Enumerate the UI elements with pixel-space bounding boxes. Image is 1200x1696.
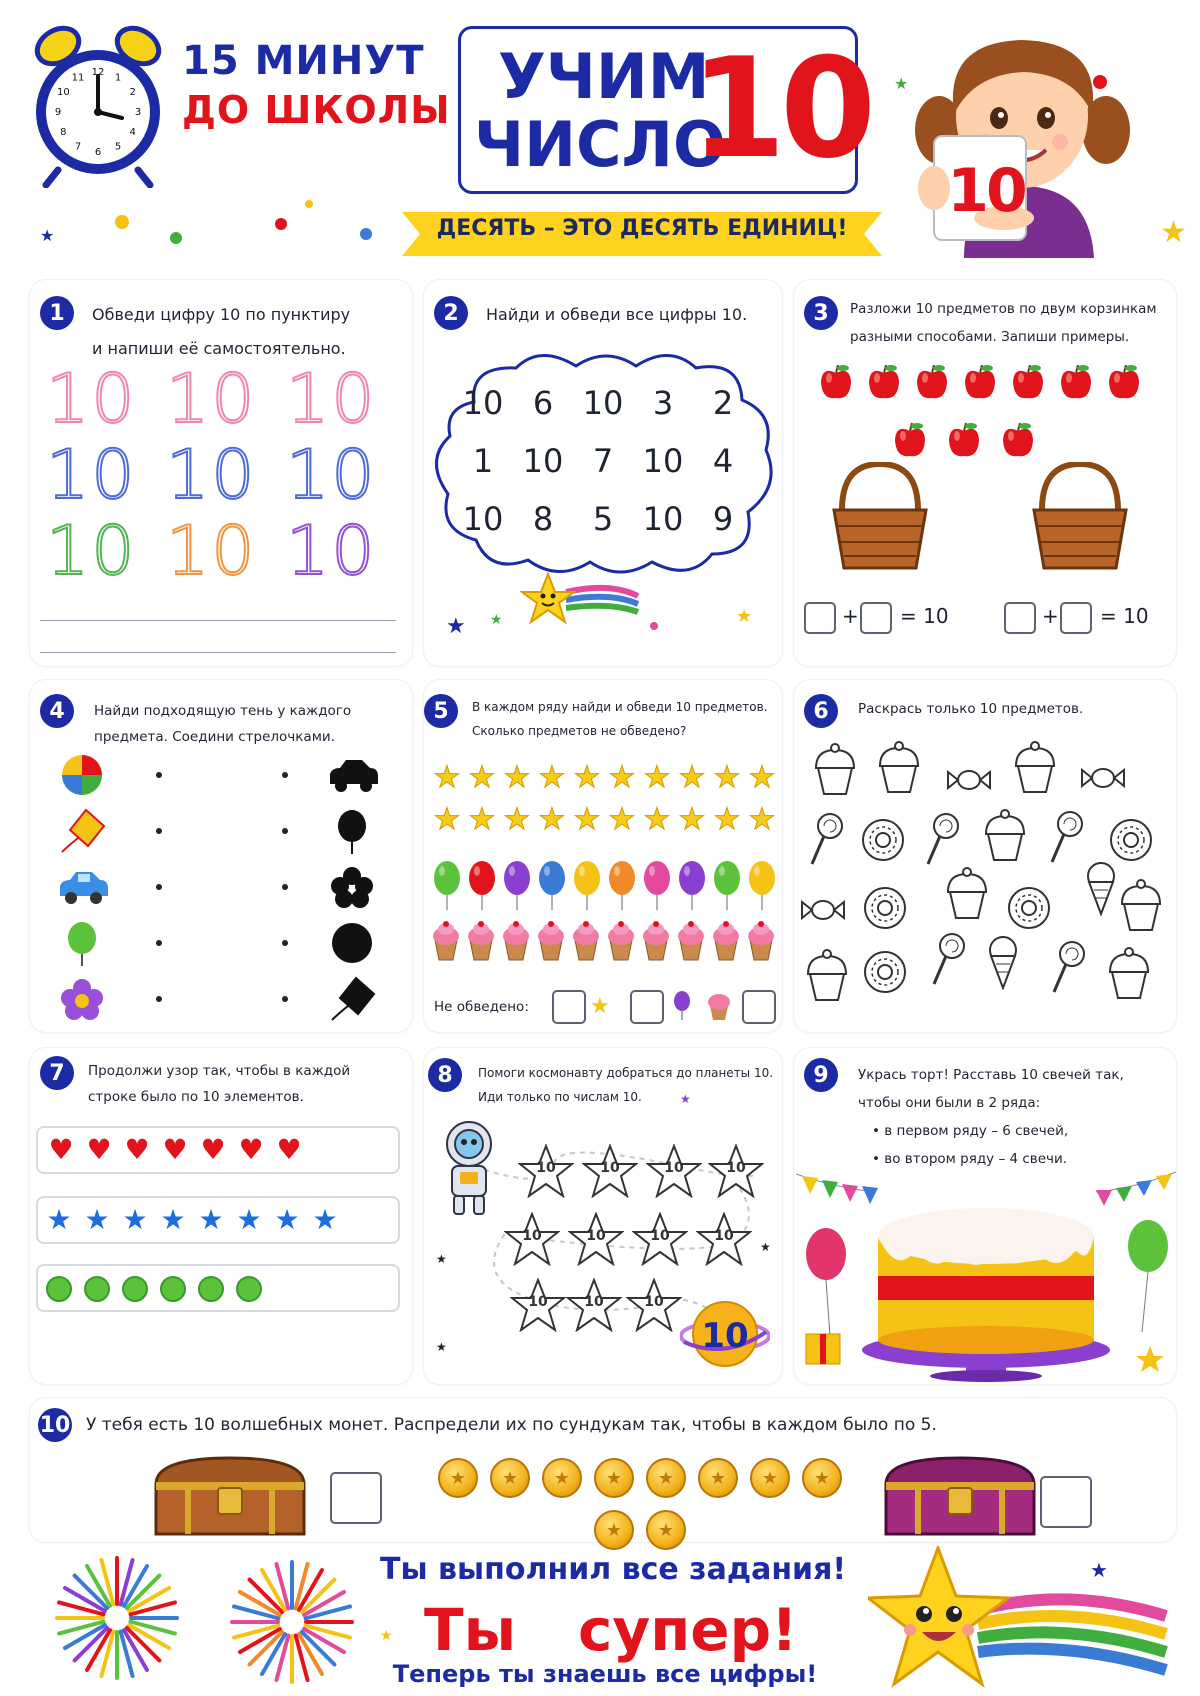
answer-box-cupcakes[interactable] — [742, 990, 776, 1024]
star-icon: ★ — [46, 1202, 72, 1236]
coin-icon[interactable]: ★ — [490, 1458, 530, 1498]
balloon-icon — [677, 860, 707, 910]
clock-numeral: 9 — [54, 107, 62, 118]
clock-numeral: 1 — [114, 72, 122, 84]
clock-numeral: 5 — [114, 141, 122, 153]
clock-numeral: 7 — [74, 141, 82, 153]
happy-star-icon — [868, 1546, 1168, 1696]
task-1-text: Обведи цифру 10 по пунктиру — [92, 305, 351, 324]
footer-line-2a: Ты — [424, 1596, 517, 1664]
task-3-text: разными способами. Запиши примеры. — [850, 329, 1130, 345]
ball-icon[interactable] — [56, 752, 108, 798]
coin-icon[interactable]: ★ — [594, 1458, 634, 1498]
balloon-icon[interactable] — [56, 920, 108, 966]
basket-icon — [1030, 462, 1130, 572]
shadow-kite-icon[interactable] — [326, 976, 378, 1022]
planet-label: 10 — [701, 1316, 749, 1356]
grid-number[interactable]: 2 — [712, 384, 734, 422]
star-icon: ★ — [678, 801, 706, 837]
chest-2-answer-box[interactable] — [1040, 1476, 1092, 1528]
plus-sign: + — [1042, 604, 1059, 628]
fireworks-illustration — [42, 1548, 372, 1694]
cupcake-icon — [466, 920, 496, 962]
coin-icon[interactable]: ★ — [698, 1458, 738, 1498]
connect-dot[interactable] — [156, 996, 162, 1002]
apple-icon — [892, 422, 928, 460]
answer-box[interactable] — [860, 602, 892, 634]
brand-line-1: 15 МИНУТ — [182, 38, 425, 84]
cupcake-icon — [536, 920, 566, 962]
cupcake-icon[interactable] — [804, 948, 850, 1004]
clock-numeral: 10 — [56, 87, 70, 98]
apple-icon — [1058, 364, 1094, 402]
lollipop-icon[interactable] — [926, 930, 972, 986]
coin-icon[interactable]: ★ — [438, 1458, 478, 1498]
clock-numeral: 11 — [71, 72, 85, 84]
grid-number[interactable]: 4 — [712, 442, 734, 480]
star-icon: ★ — [1160, 215, 1187, 250]
balloon-icon — [467, 860, 497, 910]
shooting-star-icon — [520, 572, 640, 636]
trace-number[interactable]: 10 — [166, 436, 257, 515]
clock-numeral: 3 — [134, 107, 142, 118]
footer-line-1: Ты выполнил все задания! — [380, 1552, 847, 1587]
star-icon: ★ — [1090, 1558, 1108, 1582]
star-icon: ★ — [433, 801, 461, 837]
star-icon: ★ — [433, 759, 461, 795]
task-10-text: У тебя есть 10 волшебных монет. Распредели их по сундукам так, чтобы в каждом было по 5. — [86, 1415, 937, 1435]
star-icon: ★ — [312, 1202, 338, 1236]
cake-illustration — [796, 1166, 1176, 1382]
task-number: 1 — [40, 296, 74, 330]
star-icon: ★ — [643, 759, 671, 795]
grid-number[interactable]: 1 — [472, 442, 494, 480]
circle-icon — [198, 1276, 224, 1302]
star-icon: ★ — [713, 759, 741, 795]
grid-number[interactable]: 10 — [642, 442, 684, 480]
heart-icon: ♥ — [124, 1132, 150, 1166]
treasure-chest-icon — [148, 1454, 312, 1538]
maze-star-label: 10 — [664, 1160, 684, 1176]
task-9-text: Укрась торт! Расставь 10 свечей так, — [858, 1067, 1124, 1083]
circle-icon — [122, 1276, 148, 1302]
kite-icon[interactable] — [56, 808, 108, 854]
treasure-chest-icon — [878, 1454, 1042, 1538]
task-5-text: Сколько предметов не обведено? — [472, 724, 687, 738]
grid-number[interactable]: 6 — [532, 384, 554, 422]
trace-number[interactable]: 10 — [286, 436, 377, 515]
trace-number[interactable]: 10 — [46, 512, 137, 591]
star-icon: ★ — [274, 1202, 300, 1236]
balloon-icon — [537, 860, 567, 910]
circle-icon — [160, 1276, 186, 1302]
star-icon: ★ — [538, 759, 566, 795]
equals-ten: = 10 — [900, 604, 949, 628]
star-icon: ★ — [573, 801, 601, 837]
confetti-dot — [360, 228, 372, 240]
grid-number[interactable]: 10 — [462, 384, 504, 422]
apple-icon — [866, 364, 902, 402]
task-9-bullet: • во втором ряду – 4 свечи. — [872, 1151, 1068, 1167]
balloon-icon — [572, 860, 602, 910]
coin-icon[interactable]: ★ — [646, 1510, 686, 1550]
cupcake-icon[interactable] — [812, 742, 858, 798]
lollipop-icon[interactable] — [804, 810, 850, 866]
heart-icon: ♥ — [162, 1132, 188, 1166]
task-2-text: Найди и обведи все цифры 10. — [486, 305, 748, 324]
robot-astronaut-icon — [436, 1120, 502, 1218]
confetti-dot — [115, 215, 129, 229]
balloon-icon — [642, 860, 672, 910]
task-8-text: Иди только по числам 10. — [478, 1090, 642, 1104]
heart-icon: ♥ — [86, 1132, 112, 1166]
star-icon: ★ — [678, 759, 706, 795]
coin-icon[interactable]: ★ — [646, 1458, 686, 1498]
plus-sign: + — [842, 604, 859, 628]
apple-icon — [962, 364, 998, 402]
balloon-icon — [672, 990, 692, 1020]
star-icon: ★ — [446, 614, 466, 639]
cupcake-icon — [746, 920, 776, 962]
answer-box-balloons[interactable] — [630, 990, 664, 1024]
writing-line[interactable] — [40, 652, 396, 653]
grid-number[interactable]: 9 — [712, 500, 734, 538]
maze-star-label: 10 — [584, 1294, 604, 1310]
footer-line-2b: супер! — [578, 1596, 798, 1664]
writing-line[interactable] — [40, 620, 396, 621]
star-icon: ★ — [748, 759, 776, 795]
star-icon: ★ — [643, 801, 671, 837]
task-7-text: строке было по 10 элементов. — [88, 1089, 304, 1105]
star-icon: ★ — [40, 226, 55, 245]
grid-number[interactable]: 7 — [592, 442, 614, 480]
car-icon[interactable] — [56, 864, 108, 910]
task-4-text: предмета. Соедини стрелочками. — [94, 729, 335, 745]
cupcake-icon[interactable] — [876, 740, 922, 796]
connect-dot[interactable] — [156, 772, 162, 778]
maze-star-label: 10 — [650, 1228, 670, 1244]
task-number: 2 — [434, 296, 468, 330]
confetti-dot — [650, 622, 658, 630]
alarm-clock-icon — [28, 20, 168, 188]
cupcake-icon — [571, 920, 601, 962]
heart-icon: ♥ — [48, 1132, 74, 1166]
star-icon: ★ — [160, 1202, 186, 1236]
cupcake-icon — [676, 920, 706, 962]
flower-icon[interactable] — [56, 976, 108, 1022]
clock-numeral: 4 — [129, 127, 136, 138]
connect-dot[interactable] — [282, 940, 288, 946]
star-icon: ★ — [380, 1628, 393, 1644]
star-icon: ★ — [236, 1202, 262, 1236]
star-icon: ★ — [468, 759, 496, 795]
clock-numeral: 12 — [91, 67, 105, 78]
trace-number[interactable]: 10 — [166, 512, 257, 591]
cupcake-icon[interactable] — [944, 866, 990, 922]
brand-line-2: ДО ШКОЛЫ — [182, 88, 451, 132]
star-icon: ★ — [760, 1240, 771, 1254]
apple-icon — [1010, 364, 1046, 402]
answer-box-stars[interactable] — [552, 990, 586, 1024]
task-number: 9 — [804, 1058, 838, 1092]
shadow-flower-icon[interactable] — [326, 864, 378, 910]
shadow-balloon-icon[interactable] — [326, 808, 378, 854]
title-line-2: ЧИСЛО — [474, 108, 726, 181]
star-icon: ★ — [436, 1252, 447, 1266]
girl-card-number: 10 — [947, 156, 1025, 226]
confetti-dot — [275, 218, 287, 230]
task-3-text: Разложи 10 предметов по двум корзинкам — [850, 301, 1157, 317]
star-icon: ★ — [573, 759, 601, 795]
star-icon: ★ — [122, 1202, 148, 1236]
lollipop-icon[interactable] — [1046, 938, 1092, 994]
title-number: 10 — [690, 28, 871, 189]
star-icon: ★ — [468, 801, 496, 837]
connect-dot[interactable] — [156, 884, 162, 890]
connect-dot[interactable] — [282, 828, 288, 834]
task-number: 5 — [424, 694, 458, 728]
apple-icon — [1000, 422, 1036, 460]
banner-text: ДЕСЯТЬ – ЭТО ДЕСЯТЬ ЕДИНИЦ! — [436, 216, 848, 241]
coin-icon[interactable]: ★ — [802, 1458, 842, 1498]
trace-number[interactable]: 10 — [46, 360, 137, 439]
maze-star-label: 10 — [586, 1228, 606, 1244]
star-icon: ★ — [503, 801, 531, 837]
shadow-ball-icon[interactable] — [326, 920, 378, 966]
task-number: 10 — [38, 1408, 72, 1442]
task-5-text: В каждом ряду найди и обведи 10 предметов. — [472, 700, 768, 714]
grid-number[interactable]: 10 — [582, 384, 624, 422]
circle-icon — [46, 1276, 72, 1302]
heart-icon: ♥ — [238, 1132, 264, 1166]
task-6-text: Раскрась только 10 предметов. — [858, 701, 1084, 717]
candy-icon[interactable] — [800, 882, 846, 938]
star-icon: ★ — [198, 1202, 224, 1236]
connect-dot[interactable] — [282, 996, 288, 1002]
grid-number[interactable]: 5 — [592, 500, 614, 538]
grid-number[interactable]: 8 — [532, 500, 554, 538]
grid-number[interactable]: 3 — [652, 384, 674, 422]
task-number: 8 — [428, 1058, 462, 1092]
apple-icon — [1106, 364, 1142, 402]
connect-dot[interactable] — [282, 772, 288, 778]
apple-icon — [914, 364, 950, 402]
shadow-car-icon[interactable] — [326, 752, 378, 798]
star-icon: ★ — [736, 606, 753, 627]
apple-icon — [946, 422, 982, 460]
task-number: 3 — [804, 296, 838, 330]
maze-star-label: 10 — [714, 1228, 734, 1244]
star-icon: ★ — [608, 801, 636, 837]
grid-number[interactable]: 10 — [522, 442, 564, 480]
maze-star-label: 10 — [522, 1228, 542, 1244]
star-icon: ★ — [713, 801, 741, 837]
clock-numeral: 8 — [60, 127, 67, 138]
icecream-icon[interactable] — [980, 934, 1026, 990]
task-9-bullet: • в первом ряду – 6 свечей, — [872, 1123, 1069, 1139]
star-icon: ★ — [680, 1092, 691, 1106]
task-number: 6 — [804, 694, 838, 728]
star-icon: ★ — [894, 74, 909, 93]
trace-number[interactable]: 10 — [46, 436, 137, 515]
basket-icon — [830, 462, 930, 572]
coin-icon[interactable]: ★ — [750, 1458, 790, 1498]
circle-icon — [84, 1276, 110, 1302]
star-icon: ★ — [538, 801, 566, 837]
clock-numeral: 2 — [129, 87, 136, 98]
circle-icon — [236, 1276, 262, 1302]
trace-number[interactable]: 10 — [166, 360, 257, 439]
title-line-1: УЧИМ — [498, 40, 710, 113]
donut-icon[interactable] — [862, 880, 908, 936]
answer-box[interactable] — [804, 602, 836, 634]
coin-icon[interactable]: ★ — [594, 1510, 634, 1550]
clock-numeral: 6 — [94, 147, 102, 158]
apple-icon — [818, 364, 854, 402]
maze-star-label: 10 — [528, 1294, 548, 1310]
balloon-icon — [712, 860, 742, 910]
star-icon: ★ — [590, 994, 610, 1019]
connect-dot[interactable] — [282, 884, 288, 890]
heart-icon: ♥ — [200, 1132, 226, 1166]
answer-box[interactable] — [1004, 602, 1036, 634]
star-icon: ★ — [436, 1340, 447, 1354]
task-1-text: и напиши её самостоятельно. — [92, 339, 346, 358]
cupcake-icon[interactable] — [1012, 740, 1058, 796]
grid-number[interactable]: 10 — [462, 500, 504, 538]
confetti-dot — [305, 200, 313, 208]
cupcake-icon[interactable] — [1118, 878, 1164, 934]
donut-icon[interactable] — [862, 944, 908, 1000]
equals-ten: = 10 — [1100, 604, 1149, 628]
connect-dot[interactable] — [156, 940, 162, 946]
star-icon: ★ — [748, 801, 776, 837]
task-7-text: Продолжи узор так, чтобы в каждой — [88, 1063, 351, 1079]
task-4-text: Найди подходящую тень у каждого — [94, 703, 352, 719]
lollipop-icon[interactable] — [1044, 808, 1090, 864]
maze-star-label: 10 — [536, 1160, 556, 1176]
task-9-text: чтобы они были в 2 ряда: — [858, 1095, 1041, 1111]
footer-line-3: Теперь ты знаешь все цифры! — [392, 1660, 818, 1688]
balloon-icon — [747, 860, 777, 910]
task-number: 7 — [40, 1056, 74, 1090]
coin-icon[interactable]: ★ — [542, 1458, 582, 1498]
task-number: 4 — [40, 694, 74, 728]
lollipop-icon[interactable] — [920, 810, 966, 866]
star-icon: ★ — [490, 612, 503, 628]
maze-star-label: 10 — [726, 1160, 746, 1176]
answer-box[interactable] — [1060, 602, 1092, 634]
cupcake-icon — [431, 920, 461, 962]
candy-icon[interactable] — [1080, 750, 1126, 806]
trace-number[interactable]: 10 — [286, 512, 377, 591]
balloon-icon — [502, 860, 532, 910]
star-icon: ★ — [608, 759, 636, 795]
balloon-icon — [432, 860, 462, 910]
donut-icon[interactable] — [1006, 880, 1052, 936]
maze-star-label: 10 — [644, 1294, 664, 1310]
confetti-dot — [170, 232, 182, 244]
cupcake-icon[interactable] — [1106, 946, 1152, 1002]
cupcake-icon — [711, 920, 741, 962]
cupcake-icon — [706, 990, 732, 1022]
cupcake-icon — [501, 920, 531, 962]
heart-icon: ♥ — [276, 1132, 302, 1166]
trace-number[interactable]: 10 — [286, 360, 377, 439]
star-icon: ★ — [84, 1202, 110, 1236]
connect-dot[interactable] — [156, 828, 162, 834]
task-8-text: Помоги космонавту добраться до планеты 10. — [478, 1066, 774, 1080]
donut-icon[interactable] — [860, 812, 906, 868]
cupcake-icon — [641, 920, 671, 962]
cupcake-icon[interactable] — [982, 808, 1028, 864]
star-icon: ★ — [503, 759, 531, 795]
not-circled-label: Не обведено: — [434, 999, 529, 1015]
maze-star-label: 10 — [600, 1160, 620, 1176]
balloon-icon — [607, 860, 637, 910]
grid-number[interactable]: 10 — [642, 500, 684, 538]
candy-icon[interactable] — [946, 752, 992, 808]
cupcake-icon — [606, 920, 636, 962]
chest-1-answer-box[interactable] — [330, 1472, 382, 1524]
